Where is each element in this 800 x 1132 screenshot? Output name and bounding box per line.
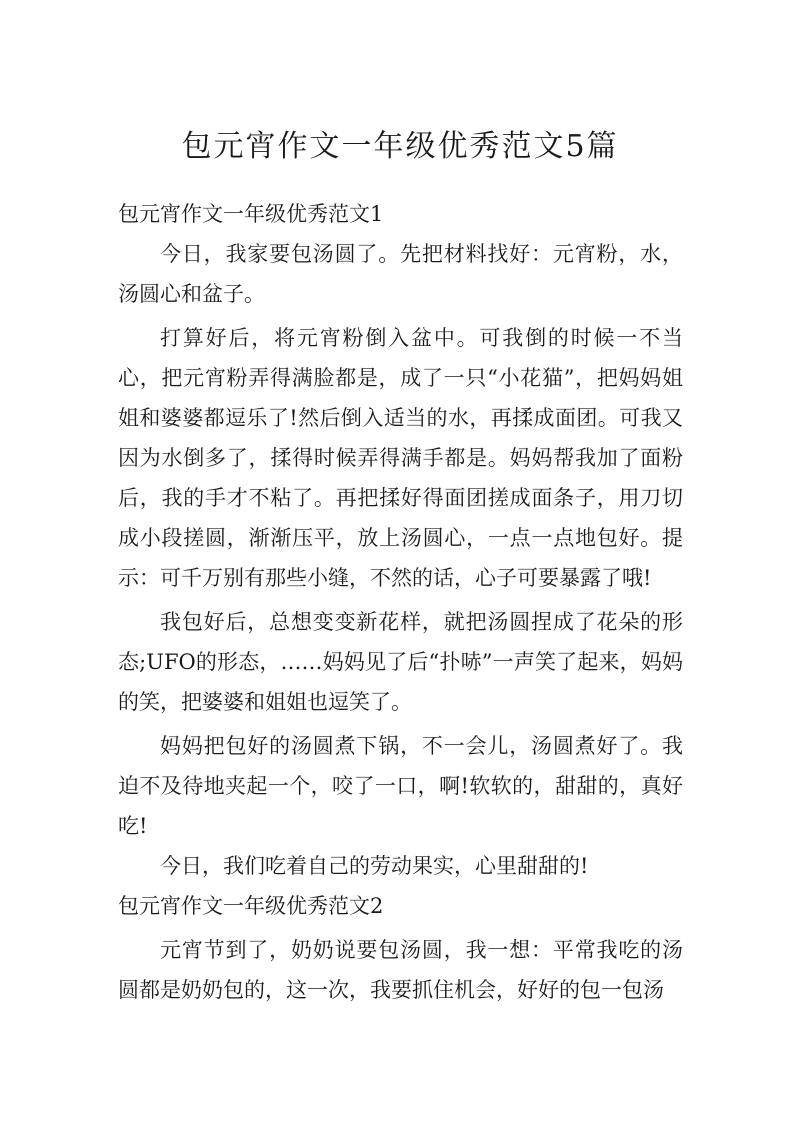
section-heading: 包元宵作文一年级优秀范文1 [118, 202, 384, 226]
paragraph: 元宵节到了，奶奶说要包汤圆，我一想：平常我吃的汤圆都是奶奶包的，这一次，我要抓住机会，好好的包一包汤 [118, 938, 683, 1002]
paragraph: 打算好后，将元宵粉倒入盆中。可我倒的时候一不当心，把元宵粉弄得满脸都是，成了一只“小花猫”，把妈妈姐姐和婆婆都逗乐了!然后倒入适当的水，再揉成面团。可我又因为水倒多了，揉得时候弄得满手都是。妈妈帮我加了面粉后，我的手才不粘了。再把揉好得面团搓成面条子，用刀切成小段搓圆，渐渐压平，放上汤圆心，一点一点地包好。提示：可千万别有那些小缝，不然的话，心子可要暴露了哦! [118, 326, 683, 590]
paragraph: 今日，我家要包汤圆了。先把材料找好：元宵粉，水，汤圆心和盆子。 [118, 242, 683, 306]
paragraph: 今日，我们吃着自己的劳动果实，心里甜甜的! [160, 854, 589, 878]
paragraph: 妈妈把包好的汤圆煮下锅，不一会儿，汤圆煮好了。我迫不及待地夹起一个，咬了一口，啊!软软的，甜甜的，真好吃! [118, 734, 683, 838]
paragraph: 我包好后，总想变变新花样，就把汤圆捏成了花朵的形态;UFO的形态，……妈妈见了后“扑哧”一声笑了起来，妈妈的笑，把婆婆和姐姐也逗笑了。 [118, 610, 683, 714]
document-title: 包元宵作文一年级优秀范文5篇 [181, 129, 619, 164]
document-body [118, 194, 683, 1010]
section-heading: 包元宵作文一年级优秀范文2 [118, 894, 384, 918]
